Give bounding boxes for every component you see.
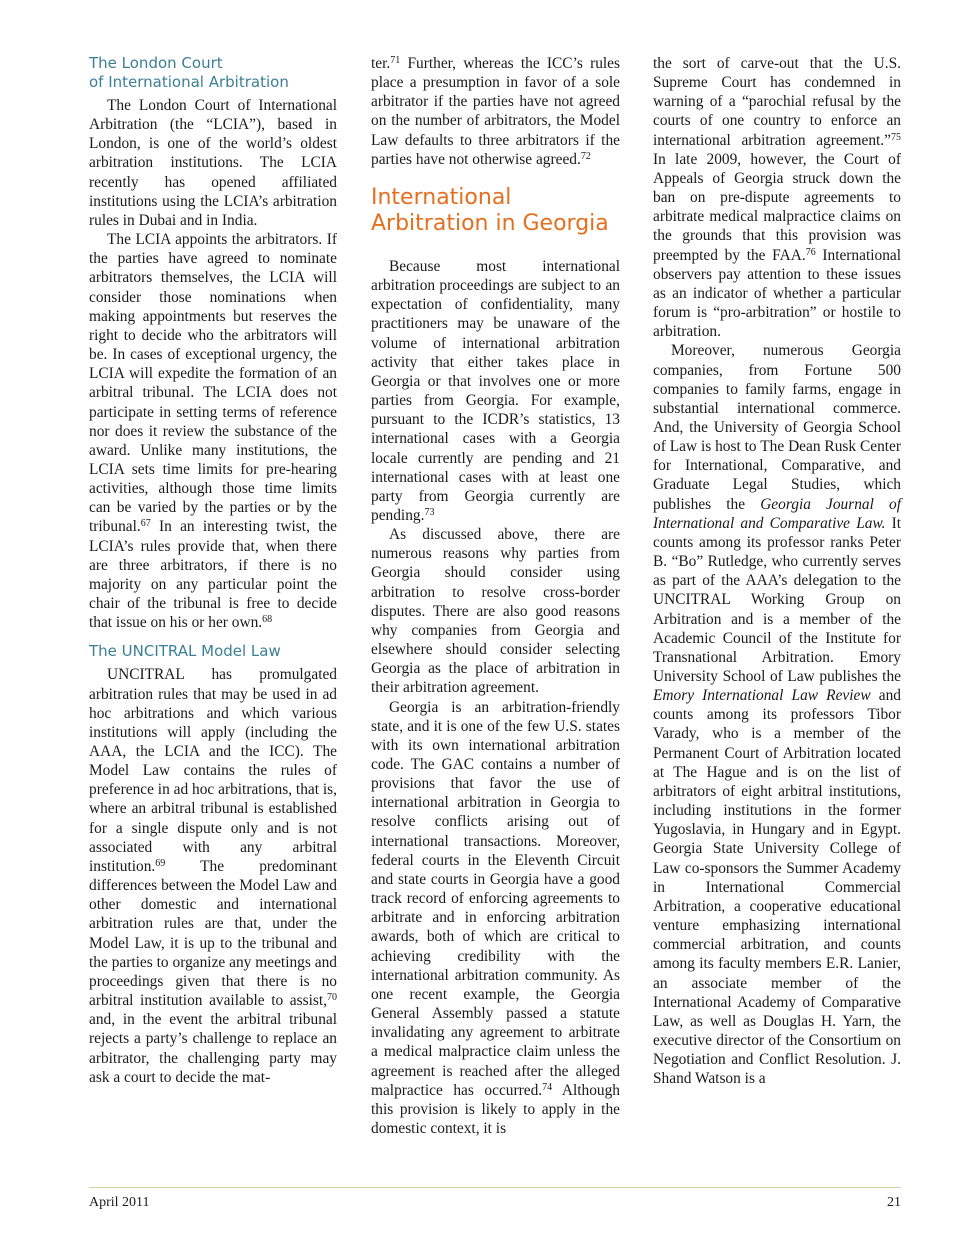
footer-date: April 2011 — [89, 1195, 150, 1210]
georgia-paragraph-3-text-a: Georgia is an arbitration-friendly state, and it is one of the few U.S. states with its own international arbitration code. The GAC contains a number of provisions that favor the use of international arbitration in Georgia to resolve conflicts arising out of international transactions. Moreover, federal courts in the Eleventh Circuit and state courts in Georgia have a good track record of enforcing agreements to arbitrate and in enforcing arbitration awards, both of which are critical to achieving credibility with the international arbitration community. As one recent example, the Georgia General Assembly passed a statute invalidating any agreement to arbitrate a medical malpractice claim unless the agreement is reached after the alleged malpractice has occurred. — [371, 698, 620, 1099]
carve-out-paragraph-text-b: In late 2009, however, the Court of Appeals of Georgia struck down the ban on pre-dispute agreements to arbitrate medical malpractice claims on the grounds that this provision was preempted by the FAA. — [653, 150, 901, 264]
carve-out-paragraph — [653, 54, 901, 341]
footnote-ref-75: 75 — [891, 131, 901, 143]
model-law-continuation-text-a: ter. — [371, 55, 391, 72]
footnote-ref-69: 69 — [155, 857, 166, 869]
uncitral-paragraph-text-a: UNCITRAL has promulgated arbitration rules that may be used in ad hoc arbitrations and which various institutions will apply (including the AAA, the LCIA and the ICC). The Model Law contains the rules of preference in ad hoc arbitrations, that is, where an arbitral tribunal is established for a single dispute only and is not associated with any arbitral institution. — [89, 666, 337, 875]
georgia-paragraph-2 — [371, 525, 620, 697]
georgia-schools-text-c: and counts among its professors Tibor Varady, who is a member of the Permanent Court of Arbitration located at The Hague and is on the list of arbitrators of eight arbitral institutions, including institutions in the former Yugoslavia, in Hungary and in Egypt. Georgia State University College of Law co-sponsors the Summer Academy in International Commercial Arbitration, a cooperative educational venture emphasizing international commercial arbitration, and counts among its faculty members E.R. Lanier, an associate member of the International Academy of Comparative Law, as well as Douglas H. Yarn, the executive director of the Consortium on Negotiation and Conflict Resolution. J. Shand Watson is a — [653, 687, 901, 1088]
footnote-ref-67: 67 — [140, 518, 151, 530]
lcia-paragraph-2-text-b: In an interesting twist, the LCIA’s rules provide that, when there are three arbitrators, if there is no majority on any particular point the chair of the tribunal is free to decide that issue on his or her own. — [89, 518, 337, 632]
section-heading-georgia-line1: International — [371, 184, 512, 210]
georgia-schools-paragraph — [653, 341, 901, 1088]
footnote-ref-70: 70 — [327, 992, 337, 1004]
carve-out-paragraph-text-a: the sort of carve-out that the U.S. Supreme Court has condemned in warning of a “parochial refusal by the courts of one country to enforce an international arbitration agreement.” — [653, 55, 901, 149]
section-heading-lcia — [89, 54, 337, 92]
model-law-continuation-text-b: Further, whereas the ICC’s rules place a presumption in favor of a sole arbitrator if the parties have not agreed on the number of arbitrators, the Model Law defaults to three arbitrators if the parties have not otherwise agreed. — [371, 55, 620, 168]
footnote-ref-74: 74 — [542, 1081, 553, 1093]
georgia-paragraph-1-text: Because most international arbitration proceedings are subject to an expectation of confidentiality, many practitioners may be unaware of the volume of international arbitration activity that either takes place in Georgia or that involves one or more parties from Georgia. For example, pursuant to the ICDR’s statistics, 13 international cases with a Georgia locale currently are pending and 21 international cases with at least one party from Georgia currently are pending. — [371, 257, 620, 524]
footnote-ref-68: 68 — [262, 614, 273, 626]
footnote-ref-72: 72 — [580, 150, 591, 162]
section-heading-lcia-line2: of International Arbitration — [89, 73, 289, 91]
section-heading-uncitral: The UNCITRAL Model Law — [89, 642, 281, 661]
section-heading-georgia-line2: Arbitration in Georgia — [371, 210, 609, 236]
lcia-paragraph-1 — [89, 96, 337, 230]
georgia-paragraph-1 — [371, 257, 620, 525]
model-law-continuation — [371, 54, 620, 169]
column-right — [653, 54, 901, 1088]
section-heading-lcia-line1: The London Court — [89, 54, 223, 72]
footnote-ref-73: 73 — [424, 506, 435, 518]
georgia-paragraph-2-text: As discussed above, there are numerous reasons why parties from Georgia should consider using arbitration to resolve cross-border disputes. There are also good reasons why companies from Georgia and elsewhere should consider selecting Georgia as the place of arbitration in their arbitration agreement. — [371, 526, 620, 697]
footnote-ref-71: 71 — [390, 55, 401, 66]
georgia-schools-text-a: Moreover, numerous Georgia companies, from Fortune 500 companies to family farms, engage in substantial international commerce. And, the University of Georgia School of Law is host to The Dean Rusk Center for International, Comparative, and Graduate Legal Studies, which publishes the — [653, 342, 901, 513]
column-left — [89, 54, 337, 1087]
carve-out-paragraph-text-c: International observers pay attention to these issues as an indicator of whether a particular forum is “pro-arbitration” or hostile to arbitration. — [653, 246, 901, 341]
lcia-paragraph-2-text-a: The LCIA appoints the arbitrators. If the parties have agreed to nominate arbitrators themselves, the LCIA will consider those nominations when making appointments but reserves the right to decide who the arbitrators will be. In cases of exceptional urgency, the LCIA will expedite the formation of an arbitral tribunal. The LCIA does not participate in setting terms of reference nor does it review the substance of the award. Unlike many institutions, the LCIA sets time limits for pre-hearing activities, although those time limits can be varied by the parties or by the tribunal. — [89, 231, 337, 536]
footer-rule — [89, 1187, 901, 1188]
section-heading-georgia — [371, 185, 620, 237]
column-middle — [371, 54, 620, 1138]
uncitral-paragraph-text-c: and, in the event the arbitral tribunal rejects a party’s challenge to replace an arbitrator, the challenging party may ask a court to decide the mat- — [89, 1011, 337, 1086]
uncitral-paragraph-text-b: The predominant differences between the Model Law and other domestic and international arbitration rules are that, under the Model Law, it is up to the tribunal and the parties to organize any meetings and proceedings given that there is no arbitral institution available to assist, — [89, 857, 337, 1010]
georgia-paragraph-3-text-b: Although this provision is likely to apply in the domestic context, it is — [371, 1081, 620, 1137]
journal-title-georgia: Georgia Journal of International and Comparative Law. — [653, 495, 901, 532]
georgia-paragraph-3 — [371, 698, 620, 1139]
footnote-ref-76: 76 — [805, 246, 816, 258]
page-number: 21 — [887, 1195, 901, 1210]
journal-title-emory: Emory International Law Review — [653, 687, 871, 705]
georgia-schools-text-b: It counts among its professor ranks Peter B. “Bo” Rutledge, who currently serves as part of the AAA’s delegation to the UNCITRAL Working Group on Arbitration and is a member of the Academic Council of the Institute for Transnational Arbitration. Emory University School of Law publishes the — [653, 514, 901, 685]
lcia-paragraph-2 — [89, 230, 337, 632]
uncitral-paragraph — [89, 665, 337, 1086]
lcia-paragraph-1-text: The London Court of International Arbitration (the “LCIA”), based in London, is one of the world’s oldest arbitration institutions. The LCIA recently has opened affiliated institutions using the LCIA’s arbitration rules in Dubai and in India. — [89, 97, 337, 229]
